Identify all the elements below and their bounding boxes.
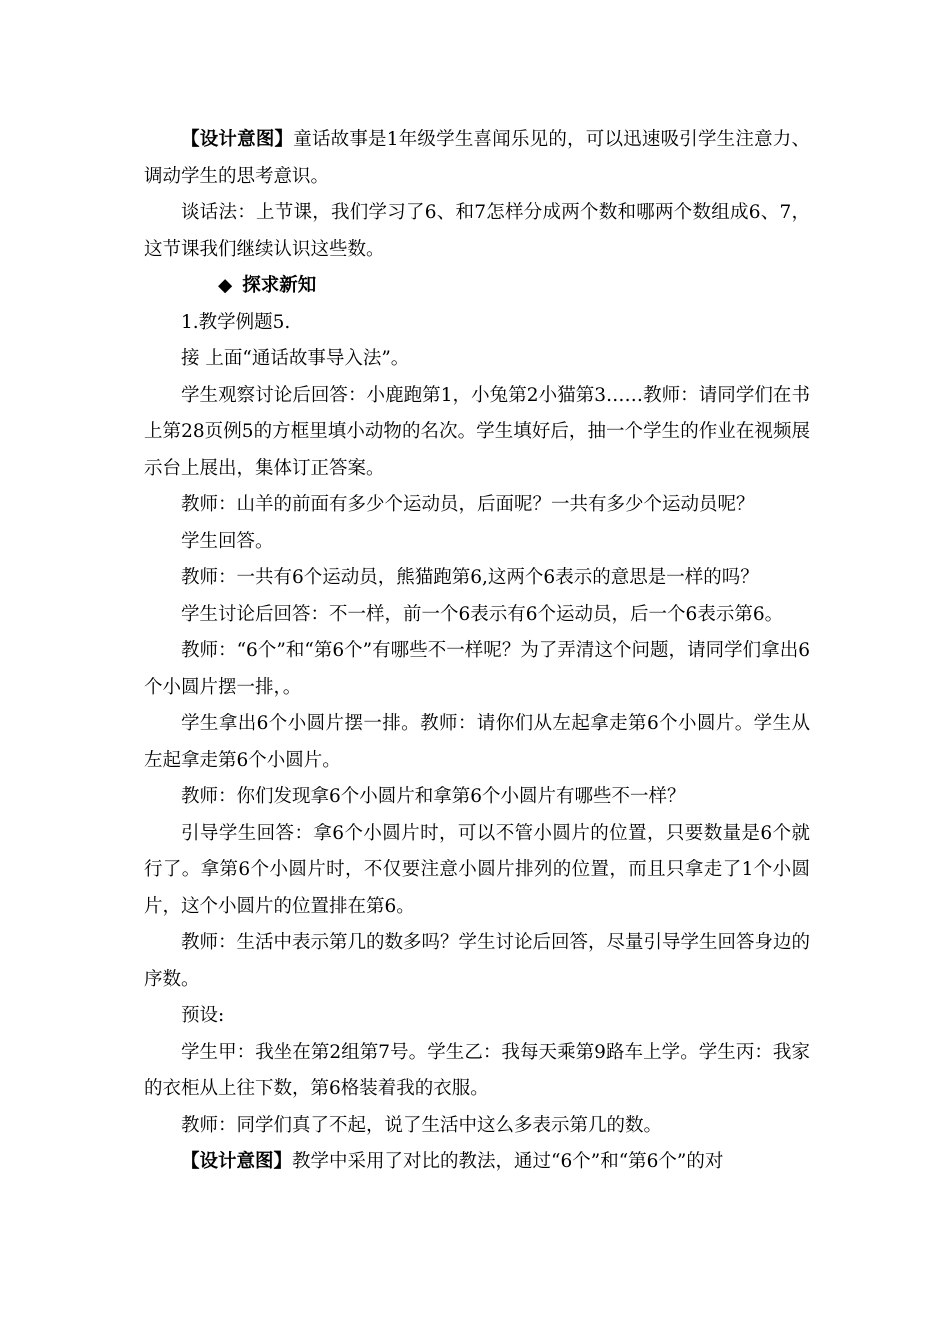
document-page: [144, 122, 810, 1181]
paragraph: 教师：“6个”和“第6个”有哪些不一样呢？为了弄清这个问题，请同学们拿出6个小圆片摆一排，。: [144, 640, 810, 698]
paragraph: 学生回答。: [181, 530, 274, 552]
paragraph: 学生拿出6个小圆片摆一排。教师：请你们从左起拿走第6个小圆片。学生从左起拿走第6个小圆片。: [144, 713, 810, 771]
design-intent-paragraph: [144, 122, 810, 195]
section-heading: [144, 268, 810, 305]
design-intent-label: 【设计意图】: [181, 129, 294, 150]
design-intent-paragraph: [144, 1144, 810, 1181]
paragraph: 引导学生回答：拿6个小圆片时，可以不管小圆片的位置，只要数量是6个就行了。拿第6个小圆片时，不仅要注意小圆片排列的位置，而且只拿走了1个小圆片，这个小圆片的位置排在第6。: [144, 822, 810, 917]
paragraph: 教师：同学们真了不起，说了生活中这么多表示第几的数。: [181, 1114, 663, 1136]
paragraph: 学生观察讨论后回答：小鹿跑第1，小兔第2小猫第3……教师：请同学们在书上第28页例5的方框里填小动物的名次。学生填好后，抽一个学生的作业在视频展示台上展出，集体订正答案。: [144, 384, 810, 479]
section-heading-text: 探求新知: [242, 275, 317, 296]
paragraph: 1.教学例题5.: [181, 311, 291, 333]
paragraph: 教师：你们发现拿6个小圆片和拿第6个小圆片有哪些不一样？: [181, 786, 686, 807]
diamond-bullet-icon: ◆: [218, 275, 233, 296]
paragraph: 教师：一共有6个运动员，熊猫跑第6,这两个6表示的意思是一样的吗？: [181, 567, 759, 588]
paragraph: 学生讨论后回答：不一样，前一个6表示有6个运动员，后一个6表示第6。: [181, 603, 784, 625]
paragraph: 教师：山羊的前面有多少个运动员，后面呢？一共有多少个运动员呢？: [181, 494, 755, 515]
paragraph: 谈话法：上节课，我们学习了6、和7怎样分成两个数和哪两个数组成6、7，这节课我们继续认识这些数。: [144, 202, 810, 260]
paragraph: 预设:: [181, 1005, 225, 1026]
paragraph: 教师：生活中表示第几的数多吗？学生讨论后回答，尽量引导学生回答身边的序数。: [144, 932, 811, 990]
design-intent-text: 教学中采用了对比的教法，通过“6个”和“第6个”的对: [292, 1151, 724, 1172]
paragraph: 接 上面“通话故事导入法”。: [181, 348, 410, 369]
design-intent-label: 【设计意图】: [181, 1151, 293, 1172]
design-intent-text: 童话故事是1年级学生喜闻乐见的，可以迅速吸引学生注意力、调动学生的思考意识。: [144, 129, 810, 187]
paragraph: 学生甲：我坐在第2组第7号。学生乙：我每天乘第9路车上学。学生丙：我家的衣柜从上往下数，第6格装着我的衣服。: [144, 1041, 810, 1099]
